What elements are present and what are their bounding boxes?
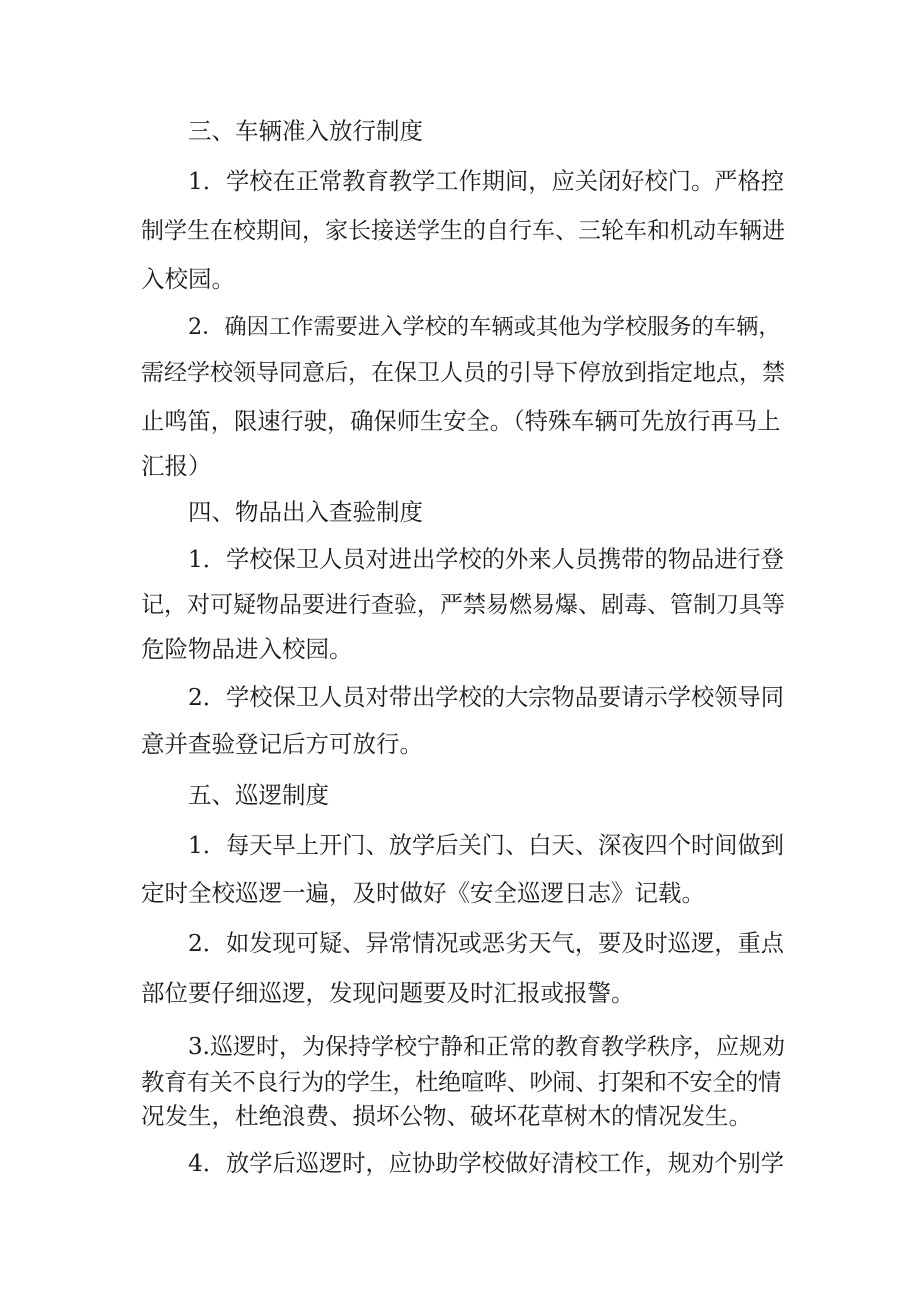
paragraph-line: 况发生，杜绝浪费、损坏公物、破坏花草树木的情况发生。 <box>141 1102 752 1130</box>
paragraph-line: 2．确因工作需要进入学校的车辆或其他为学校服务的车辆， <box>188 314 781 340</box>
section-heading-patrol: 五、巡逻制度 <box>188 781 329 809</box>
paragraph-line: 制学生在校期间，家长接送学生的自行车、三轮车和机动车辆进 <box>141 218 785 244</box>
paragraph-line: 危险物品进入校园。 <box>141 635 353 663</box>
paragraph-line: 定时全校巡逻一遍，及时做好《安全巡逻日志》记载。 <box>141 879 705 907</box>
paragraph-line: 汇报） <box>141 452 212 480</box>
paragraph-line: 入校园。 <box>141 265 235 293</box>
paragraph-line: 记，对可疑物品要进行查验，严禁易燃易爆、剧毒、管制刀具等 <box>141 592 785 618</box>
paragraph-line: 部位要仔细巡逻，发现问题要及时汇报或报警。 <box>141 979 635 1007</box>
paragraph-line: 4．放学后巡逻时，应协助学校做好清校工作，规劝个别学 <box>188 1150 785 1177</box>
paragraph-line: 教育有关不良行为的学生，杜绝喧哗、吵闹、打架和不安全的情 <box>141 1069 781 1096</box>
paragraph-line: 2．如发现可疑、异常情况或恶劣天气，要及时巡逻，重点 <box>188 930 785 957</box>
paragraph-line: 3.巡逻时，为保持学校宁静和正常的教育教学秩序，应规劝 <box>188 1034 785 1060</box>
paragraph-line: 1．学校在正常教育教学工作期间，应关闭好校门。严格控 <box>188 168 785 195</box>
paragraph-line: 2．学校保卫人员对带出学校的大宗物品要请示学校领导同 <box>188 684 785 711</box>
paragraph-line: 1．每天早上开门、放学后关门、白天、深夜四个时间做到 <box>188 832 785 859</box>
paragraph-line: 需经学校领导同意后，在保卫人员的引导下停放到指定地点，禁 <box>141 360 785 386</box>
section-heading-vehicle: 三、车辆准入放行制度 <box>188 117 423 145</box>
paragraph-line: 1．学校保卫人员对进出学校的外来人员携带的物品进行登 <box>188 546 785 573</box>
paragraph-line: 止鸣笛，限速行驶，确保师生安全。（特殊车辆可先放行再马上 <box>141 408 781 435</box>
section-heading-items: 四、物品出入查验制度 <box>188 498 423 526</box>
paragraph-line: 意并查验登记后方可放行。 <box>141 730 423 758</box>
